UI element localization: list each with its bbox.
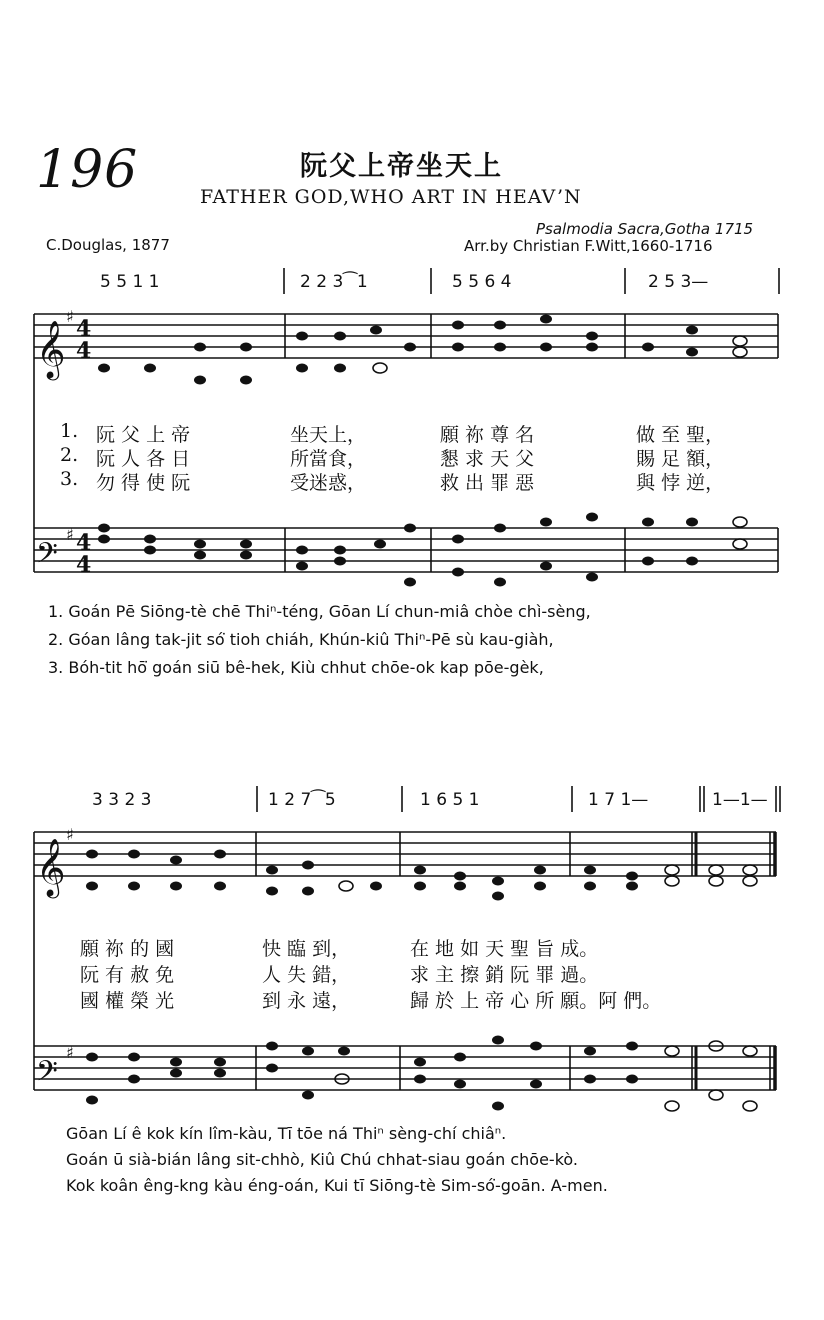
treble-staff bbox=[34, 314, 778, 358]
source-credit: Psalmodia Sacra,Gotha 1715 bbox=[536, 220, 754, 238]
lyric-cn: 勿 得 使 阮 bbox=[96, 472, 191, 494]
hymn-title-english: FATHER GOD,WHO ART IN HEAV’N bbox=[200, 186, 582, 208]
hymn-number: 196 bbox=[36, 140, 139, 200]
lyric-cn: 在 地 如 天 聖 旨 成。 bbox=[410, 938, 599, 960]
key-sharp-icon: ♯ bbox=[66, 307, 74, 326]
key-sharp-icon: ♯ bbox=[66, 525, 74, 544]
lyric-cn: 阮 人 各 日 bbox=[96, 448, 191, 470]
jianpu-measure: 1—1— bbox=[712, 790, 768, 810]
jianpu-measure: 1 6 5 1 bbox=[420, 790, 480, 810]
lyric-cn: 快 臨 到， bbox=[262, 938, 351, 960]
svg-text:4: 4 bbox=[76, 530, 92, 556]
lyric-cn: 到 永 遠， bbox=[262, 990, 351, 1012]
jianpu-measure: 2 2 3⁀1 bbox=[300, 272, 368, 292]
jianpu-measure: 1 2 7⁀5 bbox=[268, 790, 336, 810]
treble-clef-icon: 𝄞 bbox=[36, 838, 66, 896]
lyric-romanized: Gōan Lí ê kok kín lîm-kàu, Tī tōe ná Thiⁿ sèng-chí chiâⁿ. bbox=[66, 1124, 507, 1143]
bass-clef-icon: 𝄢 bbox=[36, 1055, 58, 1095]
lyric-cn: 懇 求 天 父 bbox=[440, 448, 535, 470]
jianpu-measure: 2 5 3— bbox=[648, 272, 709, 292]
lyric-cn: 所當食， bbox=[290, 448, 367, 470]
lyric-cn: 與 悖 逆， bbox=[636, 472, 725, 494]
lyric-verse-number: 1. bbox=[60, 420, 79, 442]
lyric-romanized: 2. Góan lâng tak-jit só͘ tioh chiáh, Khún-kiû Thiⁿ-Pē sù kau-giàh, bbox=[48, 630, 554, 649]
lyric-cn: 阮 有 赦 免 bbox=[80, 964, 175, 986]
hymn-title-chinese: 阮父上帝坐天上 bbox=[300, 151, 503, 182]
jianpu-measure: 5 5 1 1 bbox=[100, 272, 160, 292]
lyric-romanized: 3. Bóh-tit hō͘ goán siū bê-hek, Kiù chhut chōe-ok kap pōe-gèk, bbox=[48, 658, 544, 677]
svg-text:4: 4 bbox=[76, 316, 92, 342]
svg-text:4: 4 bbox=[76, 552, 92, 578]
lyric-cn: 坐天上， bbox=[290, 424, 367, 446]
jianpu-measure: 1 7 1— bbox=[588, 790, 649, 810]
lyric-cn: 做 至 聖， bbox=[636, 424, 725, 446]
lyric-cn: 受迷惑， bbox=[290, 472, 367, 494]
jianpu-measure: 5 5 6 4 bbox=[452, 272, 512, 292]
jianpu-measure: 3 3 2 3 bbox=[92, 790, 152, 810]
key-sharp-icon: ♯ bbox=[66, 1043, 74, 1062]
composer-credit: C.Douglas, 1877 bbox=[46, 236, 170, 254]
treble-clef-icon: 𝄞 bbox=[36, 320, 66, 378]
lyric-romanized: 1. Goán Pē Siōng-tè chē Thiⁿ-téng, Gōan Lí chun-miâ chòe chì-sèng, bbox=[48, 602, 591, 621]
lyric-cn: 人 失 錯， bbox=[262, 964, 351, 986]
svg-text:4: 4 bbox=[76, 338, 92, 364]
lyric-cn: 救 出 罪 惡 bbox=[440, 472, 535, 494]
lyric-verse-number: 3. bbox=[60, 468, 79, 490]
lyric-verse-number: 2. bbox=[60, 444, 79, 466]
lyric-cn: 賜 足 額， bbox=[636, 448, 725, 470]
lyric-cn: 歸 於 上 帝 心 所 願。阿 們。 bbox=[410, 990, 662, 1012]
arranger-credit: Arr.by Christian F.Witt,1660-1716 bbox=[464, 237, 713, 255]
lyric-romanized: Kok koân êng-kng kàu éng-oán, Kui tī Siōng-tè Sim-só͘-goān. A-men. bbox=[66, 1176, 608, 1195]
key-sharp-icon: ♯ bbox=[66, 825, 74, 844]
lyric-cn: 阮 父 上 帝 bbox=[96, 424, 191, 446]
lyric-romanized: Goán ū sià-bián lâng sit-chhò, Kiû Chú chhat-siau goán chōe-kò. bbox=[66, 1150, 578, 1169]
lyric-cn: 求 主 擦 銷 阮 罪 過。 bbox=[410, 964, 599, 986]
lyric-cn: 願 祢 尊 名 bbox=[440, 424, 535, 446]
bass-clef-icon: 𝄢 bbox=[36, 537, 58, 577]
lyric-cn: 願 祢 的 國 bbox=[80, 938, 175, 960]
lyric-cn: 國 權 榮 光 bbox=[80, 990, 175, 1012]
